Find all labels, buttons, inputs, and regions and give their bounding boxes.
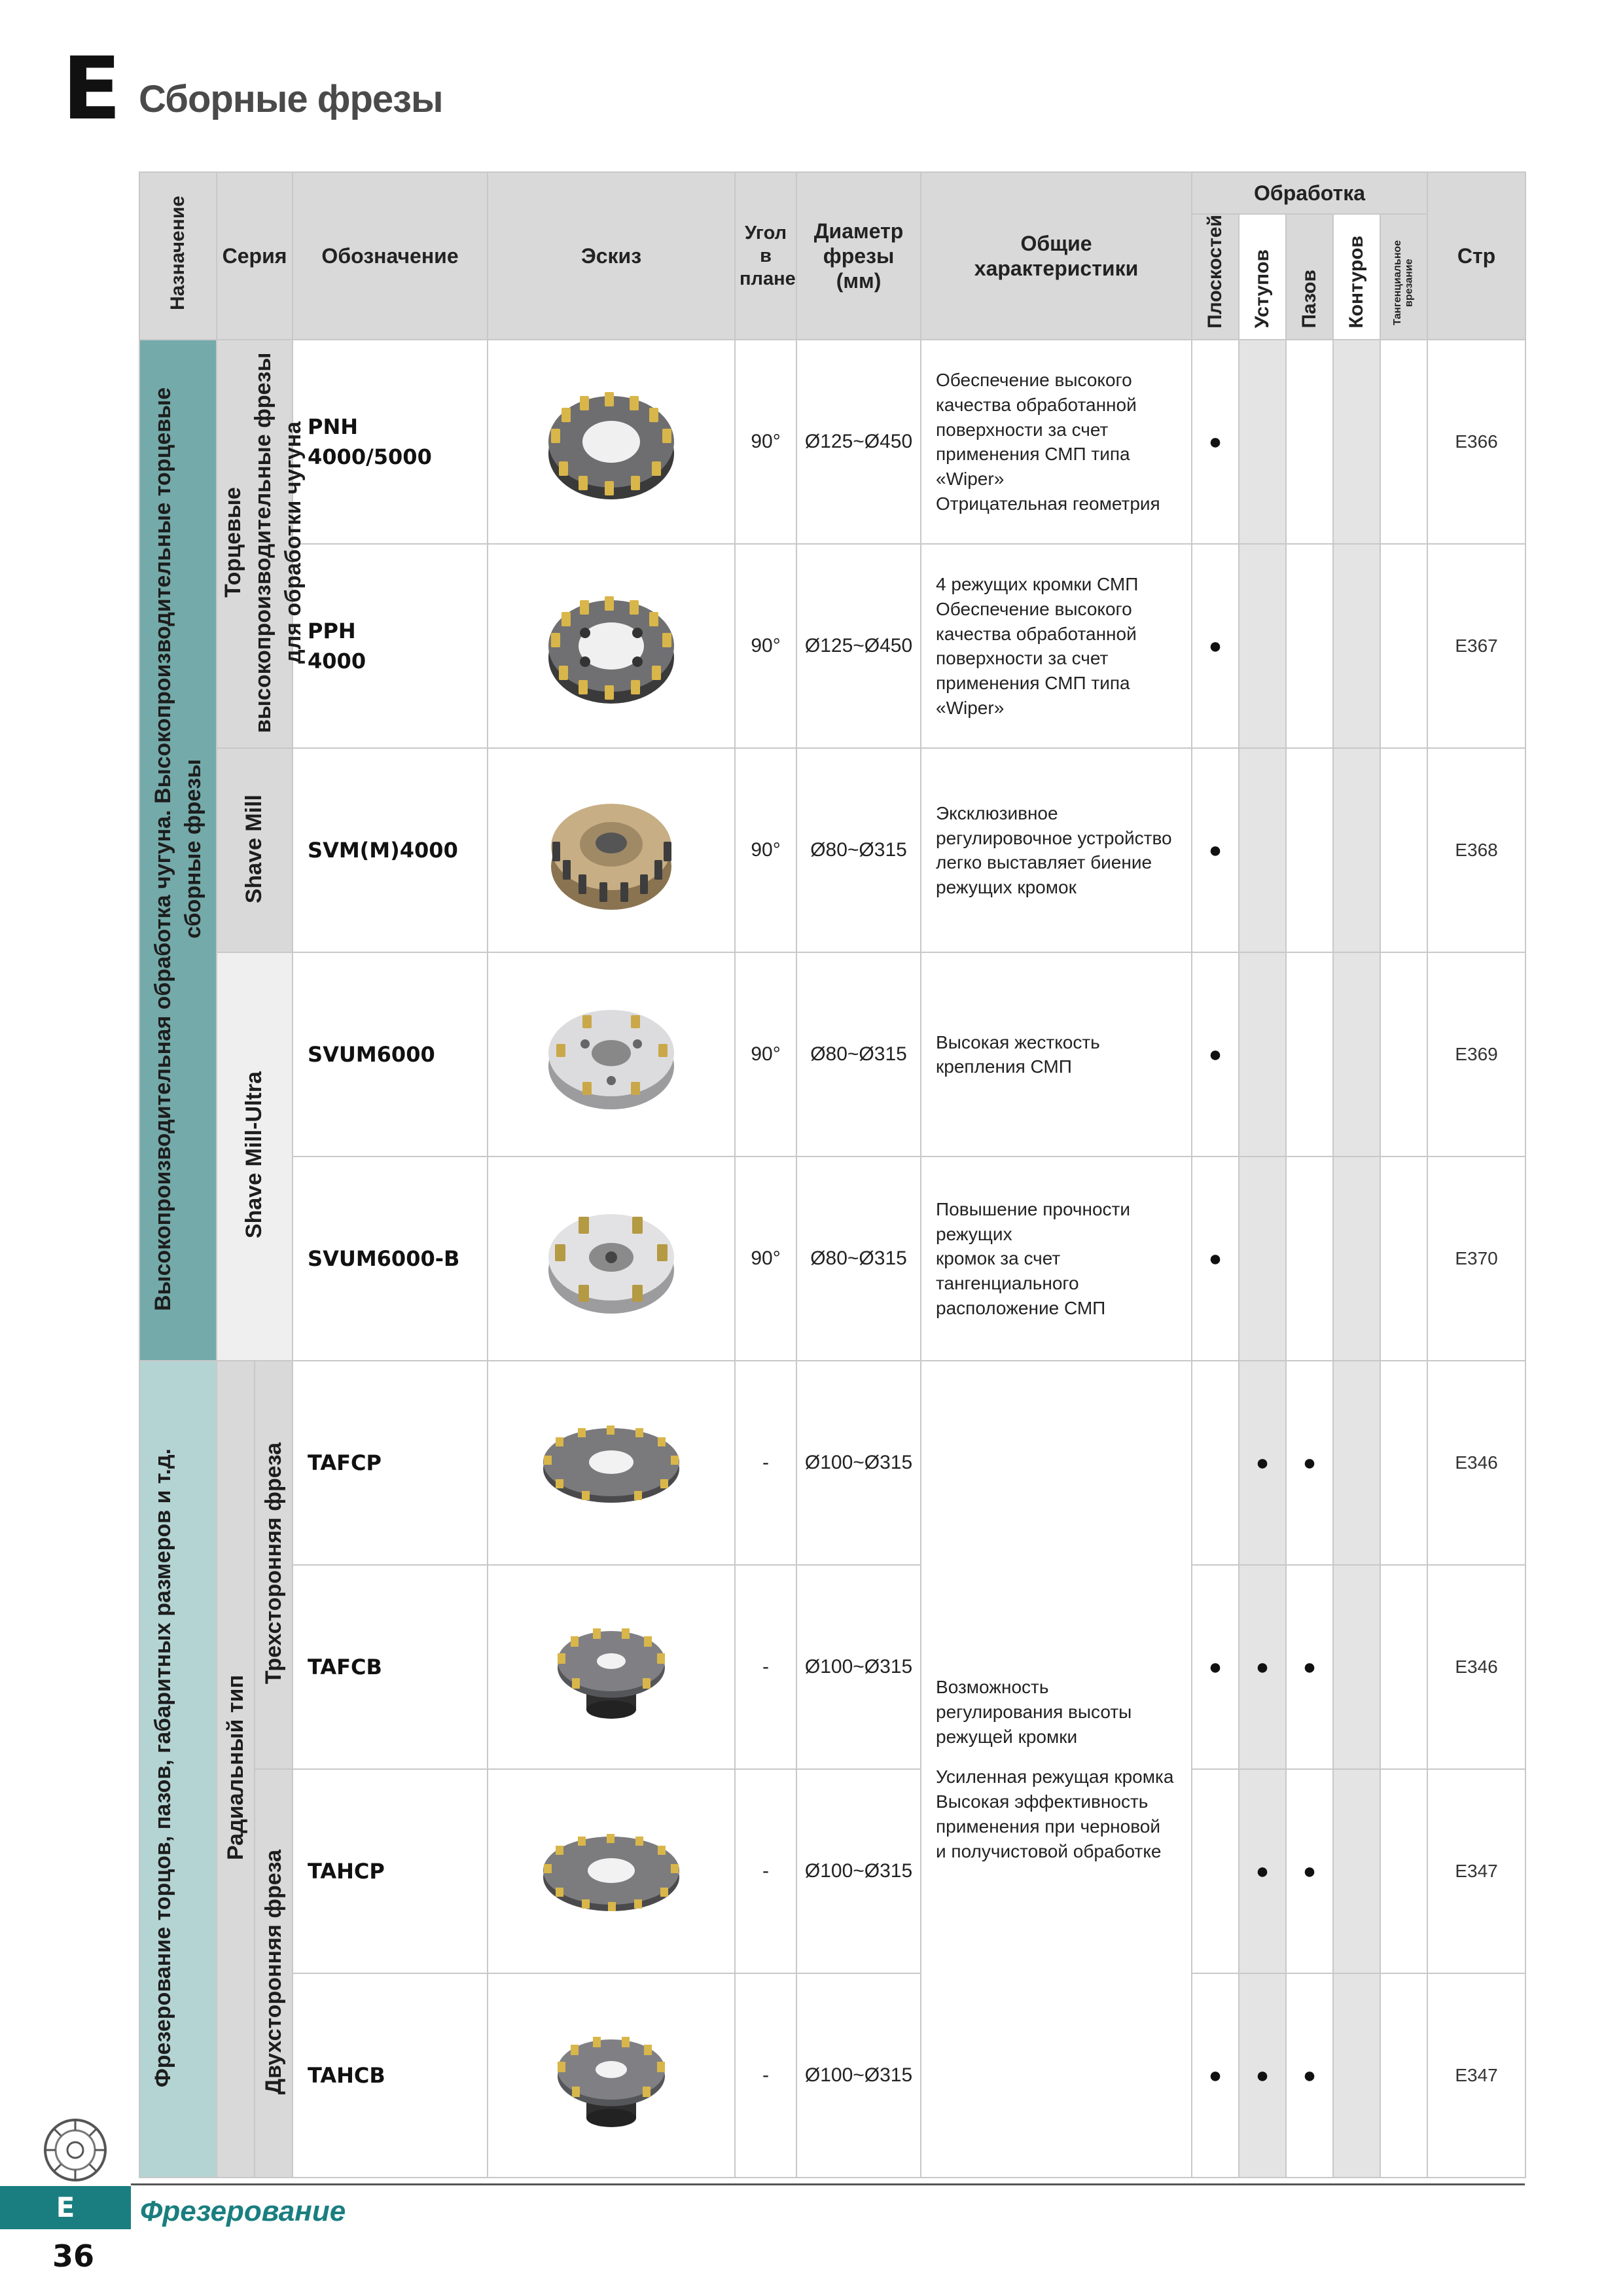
diameter: Ø80~Ø315: [796, 952, 921, 1157]
table-row: [139, 1157, 1525, 1361]
dot-flat: ●: [1192, 340, 1239, 544]
dot-flat: ●: [1192, 748, 1239, 952]
group-cast-iron: Высокопроизводительная обработка чугуна. Высокопроизводительные торцевые сборные фрезы: [139, 340, 217, 1361]
svm-cutter-icon: [488, 748, 735, 952]
table-row: [139, 544, 1525, 748]
page-title: Сборные фрезы: [139, 78, 443, 120]
page-ref[interactable]: E369: [1427, 952, 1525, 1157]
footer-divider: [131, 2183, 1525, 2185]
diameter: Ø100~Ø315: [796, 1973, 921, 2178]
svum-b-cutter-icon: [488, 1157, 735, 1361]
angle: 90°: [735, 748, 796, 952]
pnh-cutter-icon: [488, 340, 735, 544]
dot-flat: ●: [1192, 1973, 1239, 2178]
angle: -: [735, 1973, 796, 2178]
diameter: Ø80~Ø315: [796, 748, 921, 952]
series-shave-mill: Shave Mill: [217, 748, 293, 952]
page-ref[interactable]: E347: [1427, 1973, 1525, 2178]
features: Повышение прочности режущих кромок за счет тангенциального расположение СМП: [921, 1157, 1192, 1361]
dot-flat: ●: [1192, 544, 1239, 748]
designation: TAHCB: [293, 1973, 488, 2178]
designation: PNH 4000/5000: [293, 340, 488, 544]
designation: SVUM6000: [293, 952, 488, 1157]
dot-shoulder: ●: [1239, 1769, 1286, 1973]
col-features: Общие характеристики: [921, 172, 1192, 340]
section-name: Фрезерование: [140, 2195, 346, 2227]
designation: TAFCB: [293, 1565, 488, 1769]
series-shave-mill-ultra: Shave Mill-Ultra: [217, 952, 293, 1361]
diameter: Ø100~Ø315: [796, 1565, 921, 1769]
col-machining: Обработка: [1192, 172, 1427, 214]
col-machining-shoulder: Уступов: [1239, 214, 1286, 340]
designation: TAFCP: [293, 1361, 488, 1565]
angle: -: [735, 1361, 796, 1565]
svum-cutter-icon: [488, 952, 735, 1157]
angle: 90°: [735, 544, 796, 748]
page-ref[interactable]: E370: [1427, 1157, 1525, 1361]
table-row: [139, 1769, 1525, 1973]
page-ref[interactable]: E346: [1427, 1361, 1525, 1565]
table-row: [139, 748, 1525, 952]
diameter: Ø125~Ø450: [796, 340, 921, 544]
milling-cutter-logo-icon: [41, 2115, 110, 2185]
col-machining-tangential: Тангенциальное врезание: [1380, 214, 1427, 340]
shared-features: Возможность регулирования высоты режущей кромки Усиленная режущая кромка Высокая эффективность применения при черновой и получистовой обработке: [921, 1361, 1192, 2178]
dot-slot: ●: [1286, 1565, 1333, 1769]
designation: SVUM6000-B: [293, 1157, 488, 1361]
page-number: 36: [52, 2238, 95, 2274]
angle: -: [735, 1565, 796, 1769]
series-two-side: Двухсторонняя фреза: [255, 1769, 293, 2178]
dot-slot: ●: [1286, 1361, 1333, 1565]
angle: 90°: [735, 1157, 796, 1361]
page-ref[interactable]: E346: [1427, 1565, 1525, 1769]
diameter: Ø100~Ø315: [796, 1769, 921, 1973]
tafcp-cutter-icon: [488, 1361, 735, 1565]
designation: TAHCP: [293, 1769, 488, 1973]
col-purpose: Назначение: [139, 172, 217, 340]
page-ref[interactable]: E367: [1427, 544, 1525, 748]
diameter: Ø100~Ø315: [796, 1361, 921, 1565]
col-angle: Угол в плане: [735, 172, 796, 340]
series-three-side: Трехсторонняя фреза: [255, 1361, 293, 1769]
diameter: Ø125~Ø450: [796, 544, 921, 748]
features: 4 режущих кромки СМП Обеспечение высокого качества обработанной поверхности за счет применения СМП типа «Wiper»: [921, 544, 1192, 748]
table-row: [139, 1565, 1525, 1769]
col-series: Серия: [217, 172, 293, 340]
dot-flat: ●: [1192, 1565, 1239, 1769]
section-tab[interactable]: E: [0, 2186, 131, 2229]
angle: 90°: [735, 340, 796, 544]
tahcb-cutter-icon: [488, 1973, 735, 2178]
table-row: [139, 1973, 1525, 2178]
designation: PPH 4000: [293, 544, 488, 748]
section-letter: E: [62, 39, 122, 139]
dot-shoulder: ●: [1239, 1973, 1286, 2178]
table-row: [139, 340, 1525, 544]
diameter: Ø80~Ø315: [796, 1157, 921, 1361]
page-ref[interactable]: E366: [1427, 340, 1525, 544]
angle: 90°: [735, 952, 796, 1157]
dot-slot: ●: [1286, 1973, 1333, 2178]
col-machining-slot: Пазов: [1286, 214, 1333, 340]
dot-flat: ●: [1192, 952, 1239, 1157]
col-page: Стр: [1427, 172, 1525, 340]
angle: -: [735, 1769, 796, 1973]
pph-cutter-icon: [488, 544, 735, 748]
table-row: [139, 1361, 1525, 1565]
features: Эксклюзивное регулировочное устройство легко выставляет биение режущих кромок: [921, 748, 1192, 952]
product-table: [139, 171, 1526, 2178]
page-ref[interactable]: E368: [1427, 748, 1525, 952]
series-face-cast-iron: Торцевые высокопроизводительные фрезы для обработки чугуна: [217, 340, 293, 748]
dot-shoulder: ●: [1239, 1565, 1286, 1769]
dot-slot: ●: [1286, 1769, 1333, 1973]
features: Обеспечение высокого качества обработанной поверхности за счет применения СМП типа «Wiper» Отрицательная геометрия: [921, 340, 1192, 544]
table-row: [139, 952, 1525, 1157]
tahcp-cutter-icon: [488, 1769, 735, 1973]
page-ref[interactable]: E347: [1427, 1769, 1525, 1973]
col-diameter: Диаметр фрезы (мм): [796, 172, 921, 340]
group-slot-milling: Фрезерование торцов, пазов, габаритных размеров и т.д.: [139, 1361, 217, 2178]
col-machining-flat: Плоскостей: [1192, 214, 1239, 340]
designation: SVM(M)4000: [293, 748, 488, 952]
features: Высокая жесткость крепления СМП: [921, 952, 1192, 1157]
dot-flat: ●: [1192, 1157, 1239, 1361]
col-sketch: Эскиз: [488, 172, 735, 340]
col-machining-contour: Контуров: [1333, 214, 1380, 340]
tafcb-cutter-icon: [488, 1565, 735, 1769]
dot-shoulder: ●: [1239, 1361, 1286, 1565]
col-designation: Обозначение: [293, 172, 488, 340]
series-radial: Радиальный тип: [217, 1361, 255, 2178]
